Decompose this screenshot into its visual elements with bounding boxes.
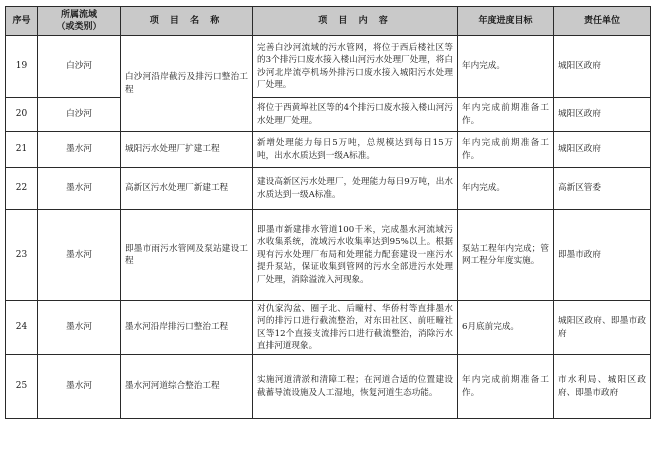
row-unit: 城阳区政府、即墨市政府: [554, 301, 651, 355]
row-content: 新增处理能力每日5万吨，总规模达到每日15万吨，出水水质达到一级A标准。: [253, 132, 458, 168]
row-unit: 市水利局、城阳区政府、即墨市政府: [554, 355, 651, 419]
table-row: [6, 98, 651, 132]
row-no: 20: [6, 98, 38, 132]
row-river: 墨水河: [38, 132, 121, 168]
row-project-name: 即墨市雨污水管网及泵站建设工程: [121, 210, 253, 301]
table-row: [6, 301, 651, 355]
row-no: 21: [6, 132, 38, 168]
row-progress: 年内完成前期准备工作。: [458, 355, 554, 419]
row-project-name: 城阳污水处理厂扩建工程: [121, 132, 253, 168]
row-river: 白沙河: [38, 36, 121, 98]
row-content: 对仇家沟盆、圈子北、后疃村、华侨村等直排墨水河的排污口进行截流整治，对东田社区、前旺疃社区等12个直接支流排污口进行截流整治，消除污水直排河道现象。: [253, 301, 458, 355]
table-row: [6, 168, 651, 210]
row-river: 墨水河: [38, 168, 121, 210]
header-river-line1: 所属流域: [60, 9, 97, 20]
table-row: [6, 132, 651, 168]
table-header-row: [6, 7, 651, 36]
row-project-name: 高新区污水处理厂新建工程: [121, 168, 253, 210]
row-unit: 城阳区政府: [554, 36, 651, 98]
row-no: 22: [6, 168, 38, 210]
row-river: 墨水河: [38, 355, 121, 419]
header-river-line2: （或类别）: [56, 22, 102, 32]
row-progress: 年内完成前期准备工作。: [458, 98, 554, 132]
row-content: 完善白沙河流域的污水管网，将位于西后楼社区等的3个排污口废水接入楼山河污水处理厂处理，将白沙河北岸流亭机场外排污口废水接入城阳污水处理厂处理。: [253, 36, 458, 98]
row-content: 实施河道清淤和清障工程；在河道合适的位置建设截蓄导流设施及人工湿地，恢复河道生态功能。: [253, 355, 458, 419]
row-progress: 6月底前完成。: [458, 301, 554, 355]
header-unit: 责任单位: [554, 7, 651, 36]
row-river: 墨水河: [38, 301, 121, 355]
row-content: 即墨市新建排水管道100千米，完成墨水河流域污水收集系统，流域污水收集率达到95%以上。根据现有污水处理厂布局和处理能力配套建设一座污水提升泵站，保证收集到管网的污水全部进污水处理厂处理，消除溢流入河现象。: [253, 210, 458, 301]
table-row: [6, 210, 651, 301]
project-table: [5, 6, 651, 419]
row-unit: 城阳区政府: [554, 132, 651, 168]
row-unit: 高新区管委: [554, 168, 651, 210]
row-progress: 年内完成。: [458, 36, 554, 98]
header-content: 项 目 内 容: [253, 7, 458, 36]
header-progress: 年度进度目标: [458, 7, 554, 36]
header-no: 序号: [6, 7, 38, 36]
row-project-name: 墨水河沿岸排污口整治工程: [121, 301, 253, 355]
row-no: 19: [6, 36, 38, 98]
row-river: 白沙河: [38, 98, 121, 132]
row-unit: 城阳区政府: [554, 98, 651, 132]
row-project-name: 白沙河沿岸截污及排污口整治工程: [121, 36, 253, 132]
table-row: [6, 355, 651, 419]
row-no: 24: [6, 301, 38, 355]
row-no: 25: [6, 355, 38, 419]
row-project-name: 墨水河河道综合整治工程: [121, 355, 253, 419]
row-progress: 年内完成前期准备工作。: [458, 132, 554, 168]
row-river: 墨水河: [38, 210, 121, 301]
row-progress: 年内完成。: [458, 168, 554, 210]
row-content: 建设高新区污水处理厂，处理能力每日9万吨，出水水质达到一级A标准。: [253, 168, 458, 210]
table-row: [6, 36, 651, 98]
header-name: 项 目 名 称: [121, 7, 253, 36]
row-unit: 即墨市政府: [554, 210, 651, 301]
row-no: 23: [6, 210, 38, 301]
row-content: 将位于西黄埠社区等的4个排污口废水接入楼山河污水处理厂处理。: [253, 98, 458, 132]
header-river: [38, 7, 121, 36]
row-progress: 泵站工程年内完成；管网工程分年度实施。: [458, 210, 554, 301]
